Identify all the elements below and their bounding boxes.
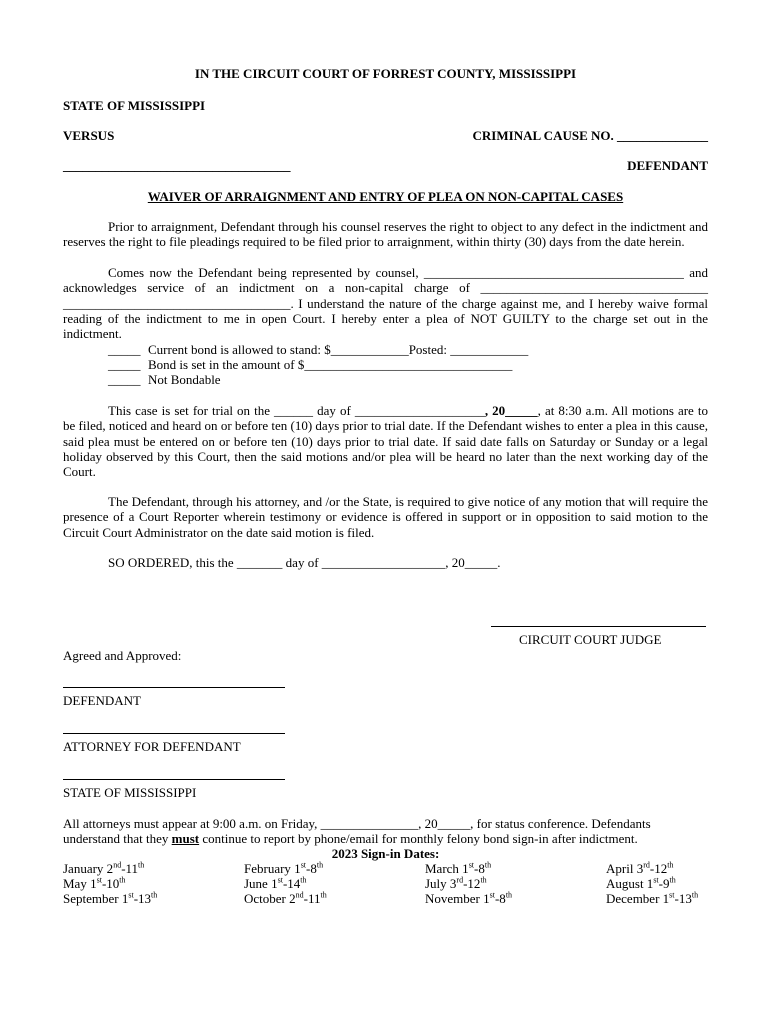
trial-paragraph [63, 403, 708, 479]
document-title: WAIVER OF ARRAIGNMENT AND ENTRY OF PLEA ON NON-CAPITAL CASES [147, 189, 624, 204]
trial-year: , 20_____ [484, 403, 538, 418]
bond-option-text: Not Bondable [148, 372, 221, 387]
notice-text: continue to report by phone/email for monthly felony bond sign-in after indictment. [199, 831, 638, 846]
trial-date-text: This case is set for trial on the ______ day of ____________________ [108, 403, 485, 418]
motion-notice-paragraph: The Defendant, through his attorney, and /or the State, is required to give notice of any motion that will require the presence of a Court Reporter wherein testimony or evidence is offered in support or in opposition to said motion to the Circuit Court Administrator on the date said motion is filed. [63, 494, 708, 540]
defendant-signature-line [63, 687, 285, 688]
so-ordered-line: SO ORDERED, this the _______ day of ___________________, 20_____. [108, 555, 501, 570]
status-conference-text: All attorneys must appear at 9:00 a.m. on Friday, _______________, 20_____, for status conference. Defendants [63, 816, 651, 831]
bond-option-not-bondable [108, 372, 221, 387]
signin-dates-title: 2023 Sign-in Dates: [331, 846, 440, 861]
must-emphasis: must [171, 831, 200, 846]
state-signature-line [63, 779, 285, 780]
signin-date-january: January 2nd-11th [63, 860, 145, 876]
attorney-signature-line [63, 733, 285, 734]
notice-text: understand that they [63, 831, 172, 846]
bond-option-current [108, 342, 528, 357]
signin-date-may: May 1st-10th [63, 875, 126, 891]
bond-signin-notice [63, 831, 638, 846]
signin-date-september: September 1st-13th [63, 890, 158, 906]
signin-date-april: April 3rd-12th [606, 860, 674, 876]
agreed-approved-label: Agreed and Approved: [63, 648, 182, 663]
trial-rules-text: , at 8:30 a.m. All motions are to be filed, noticed and heard on or before ten (10) days prior to trial date. If the Defendant wishes to enter a plea in this cause, said plea must be entered on or before ten (10) days prior to trial date. If said date falls on Saturday or Sunday or a legal holiday observed by this Court, then the said motions and/or plea will be heard no later than the next working day of the Court. [63, 403, 708, 480]
reservation-paragraph: Prior to arraignment, Defendant through his counsel reserves the right to object to any defect in the indictment and reserves the right to file pleadings required to be filed prior to arraignment, within thirty (30) days from the date herein. [63, 219, 708, 250]
signin-date-december: December 1st-13th [606, 890, 699, 906]
signin-date-october: October 2nd-11th [244, 890, 327, 906]
signin-date-february: February 1st-8th [244, 860, 324, 876]
attorney-signature-label: ATTORNEY FOR DEFENDANT [63, 739, 241, 754]
signin-date-june: June 1st-14th [244, 875, 307, 891]
criminal-cause-number: CRIMINAL CAUSE NO. ______________ [472, 128, 708, 143]
bond-option-text: Current bond is allowed to stand: $____________Posted: ____________ [148, 342, 529, 357]
bond-option-text: Bond is set in the amount of $________________________________ [148, 357, 513, 372]
versus-label: VERSUS [63, 128, 115, 143]
plea-paragraph: Comes now the Defendant being represented by counsel, ________________________________________ and acknowledges service of an indictment on a non-capital charge of ___________________________________ ___________________________________. I understand the nature of the charge against me, and I hereby waive formal reading of the indictment to me in open Court. I hereby enter a plea of NOT GUILTY to the charge set out in the indictment. [63, 265, 708, 342]
defendant-signature-label: DEFENDANT [63, 693, 141, 708]
signin-date-august: August 1st-9th [606, 875, 676, 891]
judge-label: CIRCUIT COURT JUDGE [519, 632, 662, 647]
bond-option-amount [108, 357, 512, 372]
bond-option-blank: _____ [108, 357, 141, 372]
plaintiff-label: STATE OF MISSISSIPPI [63, 98, 206, 113]
bond-option-blank: _____ [108, 372, 141, 387]
signin-date-november: November 1st-8th [425, 890, 513, 906]
court-heading: IN THE CIRCUIT COURT OF FORREST COUNTY, MISSISSIPPI [194, 66, 577, 81]
bond-option-blank: _____ [108, 342, 141, 357]
signin-date-march: March 1st-8th [425, 860, 492, 876]
judge-signature-line [491, 626, 706, 627]
state-signature-label: STATE OF MISSISSIPPI [63, 785, 197, 800]
defendant-name-blank: ___________________________________ [63, 158, 291, 173]
defendant-label: DEFENDANT [627, 158, 708, 173]
signin-date-july: July 3rd-12th [425, 875, 487, 891]
